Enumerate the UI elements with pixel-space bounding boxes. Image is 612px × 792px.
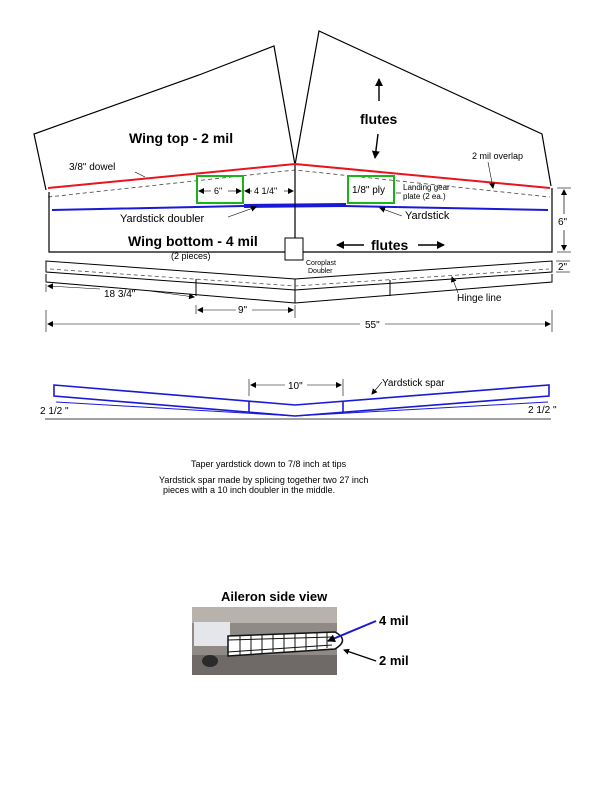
landing-gear-label: Landing gear [403,183,450,192]
yardstick-spar-label: Yardstick spar [382,378,445,389]
dim-9: 9" [238,305,248,316]
wing-bottom-label: Wing bottom - 4 mil [128,233,258,249]
coroplast-doubler-box [285,238,303,260]
dim-2-1-2-right: 2 1/2 " [528,405,557,416]
aileron-photo [192,607,343,675]
wing-top-right-panel [295,31,551,186]
dim-4-1-4: 4 1/4" [254,186,278,196]
flutes-bottom-label: flutes [371,237,409,253]
ply-label: 1/8" ply [352,185,386,196]
dim-2-1-2-left: 2 1/2 " [40,406,69,417]
dim-10: 10" [288,381,303,392]
aileron-view-title: Aileron side view [221,589,328,604]
photo-label-2mil: 2 mil [379,653,409,668]
dim-55: 55" [365,320,380,331]
yardstick-doubler-label: Yardstick doubler [120,213,205,225]
coroplast-label: Coroplast [306,260,336,267]
overlap-label: 2 mil overlap [472,151,524,161]
flutes-arrow-down [375,134,378,158]
dowel-label: 3/8" dowel [69,162,116,173]
dim-2: 2" [558,262,568,273]
dim-6-ply: 6" [214,186,223,196]
wing-top-dashed-lines [48,170,550,197]
dim-6-height: 6" [558,217,568,228]
wing-top-label: Wing top - 2 mil [129,130,234,146]
spar-note-line2: pieces with a 10 inch doubler in the middle. [163,485,336,495]
pieces-label: (2 pieces) [171,251,211,261]
doubler-label: Doubler [308,268,333,275]
landing-gear-label-2: plate (2 ea.) [403,192,446,201]
flutes-top-label: flutes [360,111,398,127]
dowel-line [48,164,550,188]
yardstick-label: Yardstick [405,210,450,222]
photo-label-4mil: 4 mil [379,613,409,628]
taper-note: Taper yardstick down to 7/8 inch at tips [191,459,347,469]
spar-note-line1: Yardstick spar made by splicing together two 27 inch [159,475,369,485]
dim-18-3-4: 18 3/4" [104,289,136,300]
hinge-line-label: Hinge line [457,293,502,304]
